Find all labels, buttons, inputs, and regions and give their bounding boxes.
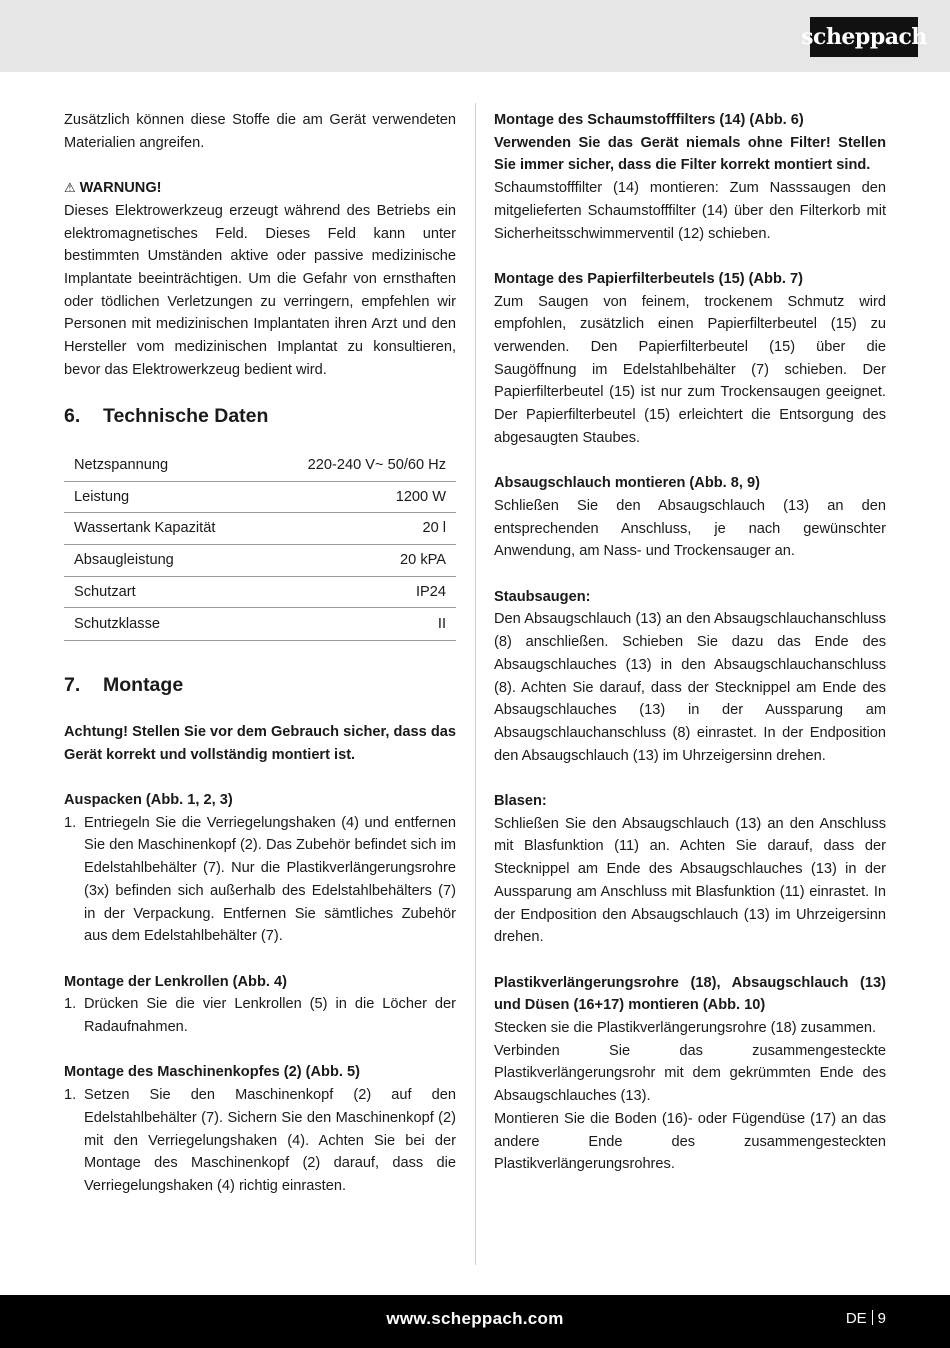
left-column xyxy=(64,109,456,1198)
list-item: 1. Entriegeln Sie die Verriegelungshaken (4) und entfernen Sie den Maschinenkopf (2). Das Zubehör befindet sich im Edelstahlbehälter (7). Nur die Plastikverlängerungsrohre (3x) befinden sich außerhalb des Edelstahlbehälters (7) in der Verpackung. Entfernen Sie sämtliches Zubehör aus dem Edelstahlbehälter (7). xyxy=(64,814,456,945)
section-title: Technische Daten xyxy=(103,405,269,428)
spec-value: 1200 W xyxy=(262,481,456,512)
page-number: 9 xyxy=(877,1310,886,1327)
extension-text-3: Montieren Sie die Boden (16)- oder Fügendüse (17) an das andere Ende des zusammengesteckten Plastikverlängerungsrohres. xyxy=(494,1110,886,1173)
extension-text-2: Verbinden Sie das zusammengesteckte Plastikverlängerungsrohr mit dem gekrümmten Ende des Absaugschlauches (13). xyxy=(494,1042,886,1105)
brand-logo: scheppach xyxy=(810,17,918,57)
unpack-steps xyxy=(64,812,456,948)
list-item: 1. Drücken Sie die vier Lenkrollen (5) in die Löcher der Radaufnahmen. xyxy=(64,996,456,1036)
vacuum-heading: Staubsaugen: xyxy=(494,588,591,605)
casters-steps xyxy=(64,993,456,1038)
warning-icon: ⚠ xyxy=(64,180,76,196)
hose-heading: Absaugschlauch montieren (Abb. 8, 9) xyxy=(494,475,760,492)
spec-label: Leistung xyxy=(64,481,262,512)
spec-value: 20 l xyxy=(262,512,456,544)
machine-head-heading: Montage des Maschinenkopfes (2) (Abb. 5) xyxy=(64,1064,360,1081)
spec-label: Schutzklasse xyxy=(64,607,262,640)
page-separator xyxy=(872,1310,873,1325)
language-code: DE xyxy=(845,1310,867,1327)
paper-filter-heading: Montage des Papierfilterbeutels (15) (Abb. 7) xyxy=(494,270,803,287)
spec-label: Netzspannung xyxy=(64,450,262,481)
attention-text: Achtung! Stellen Sie vor dem Gebrauch sicher, dass das Gerät korrekt und vollständig montiert ist. xyxy=(64,723,456,763)
footer-url-link[interactable]: www.scheppach.com xyxy=(386,1309,564,1328)
machine-head-steps xyxy=(64,1084,456,1198)
unpack-heading: Auspacken (Abb. 1, 2, 3) xyxy=(64,792,233,809)
extension-text-1: Stecken sie die Plastikverlängerungsrohre (18) zusammen. xyxy=(494,1020,877,1037)
spec-label: Absaugleistung xyxy=(64,544,262,576)
paper-filter-text: Zum Saugen von feinem, trockenem Schmutz wird empfohlen, zusätzlich einen Papierfilterbeutel (15) zu verwenden. Den Papierfilterbeutel (15) über die Saugöffnung im Edelstahlbehälter (7) schieben. Der Papierfilterbeutel (15) ist nur zum Trockensaugen geeignet. Der Papierfilterbeutel (15) erleichtert die Entsorgung des abgesaugten Staubes. xyxy=(494,293,886,446)
section-number: 6. xyxy=(64,405,81,428)
blow-heading: Blasen: xyxy=(494,793,547,810)
section-heading-montage xyxy=(64,671,456,699)
hose-text: Schließen Sie den Absaugschlauch (13) an den entsprechenden Anschluss, je nach gewünschter Anwendung, am Nass- und Trockensauger an. xyxy=(494,497,886,560)
right-column xyxy=(494,109,886,1176)
section-heading-technical-data xyxy=(64,402,456,430)
table-row xyxy=(64,607,456,640)
spec-label: Schutzart xyxy=(64,576,262,607)
table-row xyxy=(64,481,456,512)
header-bar xyxy=(0,0,950,72)
specs-table xyxy=(64,450,456,641)
table-row xyxy=(64,512,456,544)
list-item: 1. Setzen Sie den Maschinenkopf (2) auf den Edelstahlbehälter (7). Sichern Sie den Maschinenkopf (2) mit den Verriegelungshaken (4). Achten Sie bei der Montage des Maschinenkopf (2) darauf, dass die Verriegelungshaken (4) richtig einrasten. xyxy=(64,1087,456,1194)
warning-title: WARNUNG! xyxy=(79,180,162,197)
foam-filter-warning: Verwenden Sie das Gerät niemals ohne Filter! Stellen Sie immer sicher, dass die Filter korrekt montiert sind. xyxy=(494,134,886,174)
section-number: 7. xyxy=(64,673,81,696)
spec-value: II xyxy=(262,607,456,640)
warning-text: Dieses Elektrowerkzeug erzeugt während des Betriebs ein elektromagnetisches Feld. Dieses Feld kann unter bestimmten Umständen aktive oder passive medizinische Implantate beeinträchtigen. Um die Gefahr von ernsthaften oder tödlichen Verletzungen zu verringern, empfehlen wir Personen mit medizinischen Implantaten ihren Arzt und den Hersteller vom medizinischen Implantat zu konsultieren, bevor das Elektrowerkzeug bedient wird. xyxy=(64,202,456,378)
foam-filter-heading: Montage des Schaumstofffilters (14) (Abb. 6) xyxy=(494,112,804,128)
vacuum-text: Den Absaugschlauch (13) an den Absaugschlauchanschluss (8) anschließen. Schieben Sie dazu das Ende des Absaugschlauches (13) in den Absaugschlauchanschluss (8). Achten Sie darauf, dass der Stecknippel am Ende des Absaugschlauches (13) in der Aussparung am Absaugschlauchanschluss (8) einrastet. In der Endposition den Absaugschlauch (13) im Uhrzeigersinn drehen. xyxy=(494,611,886,764)
blow-text: Schließen Sie den Absaugschlauch (13) an den Anschluss mit Blasfunktion (11) an. Achten Sie darauf, dass der Stecknippel am Ende des Absaugschlauches (13) in der Aussparung am Anschluss mit Blasfunktion (11) einrastet. In der Endposition den Absaugschlauch (13) im Uhrzeigersinn drehen. xyxy=(494,815,886,946)
spec-label: Wassertank Kapazität xyxy=(64,512,262,544)
warning-heading xyxy=(64,177,456,200)
spec-value: IP24 xyxy=(262,576,456,607)
table-row xyxy=(64,450,456,481)
table-row xyxy=(64,576,456,607)
footer-bar xyxy=(0,1295,950,1348)
column-divider xyxy=(475,103,476,1265)
casters-heading: Montage der Lenkrollen (Abb. 4) xyxy=(64,973,287,990)
table-row xyxy=(64,544,456,576)
spec-value: 220-240 V~ 50/60 Hz xyxy=(262,450,456,481)
section-title: Montage xyxy=(103,673,184,696)
spec-value: 20 kPA xyxy=(262,544,456,576)
foam-filter-text: Schaumstofffilter (14) montieren: Zum Nasssaugen den mitgelieferten Schaumstofffilter (14) über den Filterkorb mit Sicherheitsschwimmerventil (12) schieben. xyxy=(494,180,886,242)
intro-paragraph: Zusätzlich können diese Stoffe die am Gerät verwendeten Materialien angreifen. xyxy=(64,112,456,151)
page-indicator xyxy=(846,1310,886,1327)
extension-heading: Plastikverlängerungsrohre (18), Absaugschlauch (13) und Düsen (16+17) montieren (Abb. 10) xyxy=(494,974,886,1014)
